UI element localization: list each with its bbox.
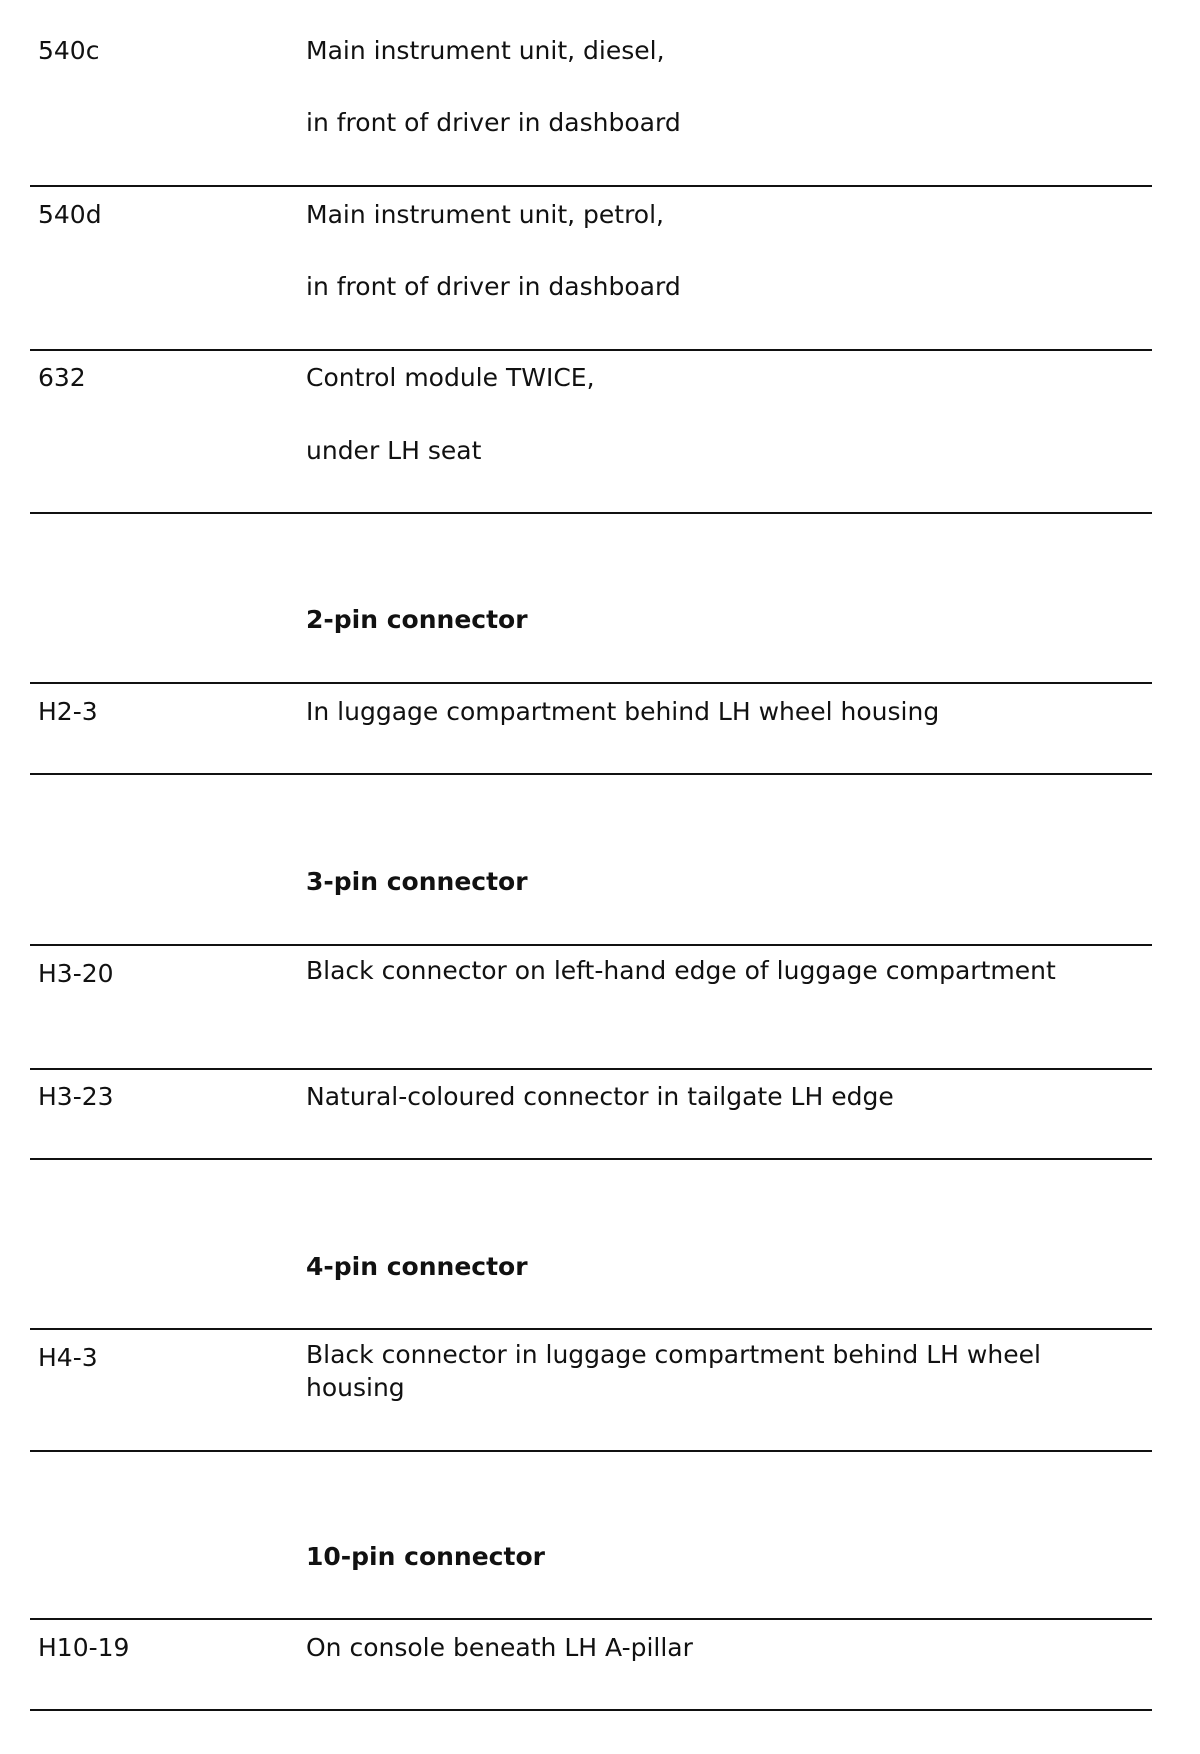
component-location: in front of driver in dashboard [306,108,681,137]
component-code: 540d [38,200,102,229]
connector-code: H2-3 [38,697,98,726]
divider [30,1158,1152,1160]
component-description: Control module TWICE, [306,363,595,392]
divider [30,773,1152,775]
divider [30,1068,1152,1070]
divider [30,512,1152,514]
divider [30,944,1152,946]
component-description: Main instrument unit, diesel, [306,36,665,65]
connector-code: H3-20 [38,959,114,988]
component-code: 540c [38,36,100,65]
connector-code: H3-23 [38,1082,114,1111]
connector-location: Black connector in luggage compartment behind LH wheel housing [306,1340,1041,1402]
divider [30,1709,1152,1711]
divider [30,185,1152,187]
section-heading: 10-pin connector [306,1542,545,1571]
divider [30,1328,1152,1330]
connector-code: H4-3 [38,1343,98,1372]
section-heading: 3-pin connector [306,867,528,896]
divider [30,1450,1152,1452]
component-description: Main instrument unit, petrol, [306,200,664,229]
connector-code: H10-19 [38,1633,130,1662]
component-location: under LH seat [306,436,482,465]
section-heading: 4-pin connector [306,1252,528,1281]
component-location: in front of driver in dashboard [306,272,681,301]
section-heading: 2-pin connector [306,605,528,634]
divider [30,1618,1152,1620]
component-code: 632 [38,363,86,392]
connector-location: Black connector on left-hand edge of luggage compartment [306,956,1056,985]
connector-location: Natural-coloured connector in tailgate LH edge [306,1082,894,1111]
divider [30,682,1152,684]
connector-location: In luggage compartment behind LH wheel housing [306,697,940,726]
divider [30,349,1152,351]
connector-location: On console beneath LH A-pillar [306,1633,693,1662]
